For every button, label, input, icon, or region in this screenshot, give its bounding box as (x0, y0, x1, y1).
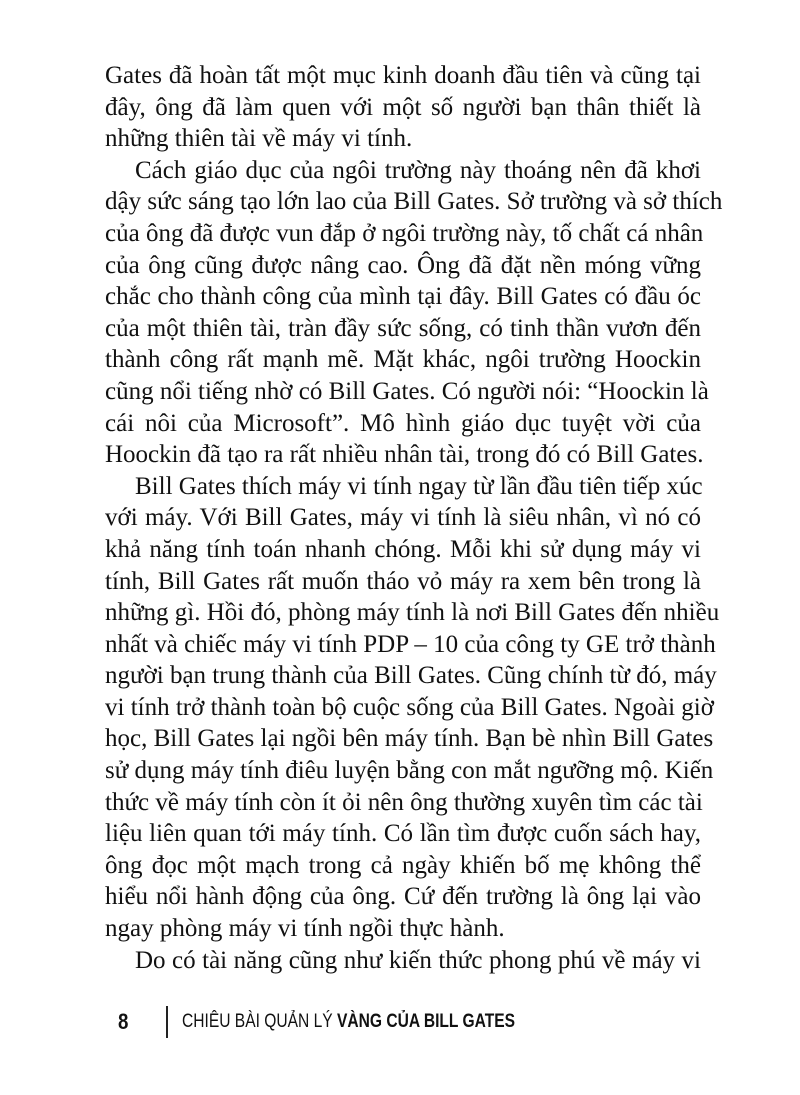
text-line: thức về máy tính còn ít ỏi nên ông thường xuyên tìm các tài (105, 788, 703, 816)
text-line: ngay phòng máy vi tính ngồi thực hành. (105, 915, 505, 943)
text-line: Bill Gates thích máy vi tính ngay từ lần đầu tiên tiếp xúc (135, 472, 703, 500)
text-line: khả năng tính toán nhanh chóng. Mỗi khi sử dụng máy vi (105, 535, 701, 563)
text-line: những thiên tài về máy vi tính. (105, 125, 413, 153)
text-line: dậy sức sáng tạo lớn lao của Bill Gates. Sở trường và sở thích (105, 188, 723, 216)
text-line: Hoockin đã tạo ra rất nhiều nhân tài, trong đó có Bill Gates. (105, 441, 704, 469)
paragraph (105, 60, 701, 155)
paragraph (105, 471, 720, 945)
text-line: Do có tài năng cũng như kiến thức phong phú về máy vi (135, 946, 701, 974)
text-line: cũng nổi tiếng nhờ có Bill Gates. Có người nói: “Hoockin là (105, 377, 709, 405)
text-line: Gates đã hoàn tất một mục kinh doanh đầu tiên và cũng tại (105, 62, 701, 89)
text-line: những gì. Hồi đó, phòng máy tính là nơi Bill Gates đến nhiều (105, 599, 720, 627)
text-line: hiểu nổi hành động của ông. Cứ đến trường là ông lại vào (105, 883, 701, 911)
text-line: của một thiên tài, tràn đầy sức sống, có tinh thần vươn đến (105, 314, 701, 342)
text-line: nhất và chiếc máy vi tính PDP – 10 của công ty GE trở thành (105, 630, 716, 658)
text-line: tính, Bill Gates rất muốn tháo vỏ máy ra xem bên trong là (105, 567, 701, 595)
page-footer (118, 1007, 588, 1037)
paragraph (105, 155, 723, 471)
text-line: với máy. Với Bill Gates, máy vi tính là siêu nhân, vì nó có (105, 504, 701, 532)
text-line: của ông cũng được nâng cao. Ông đã đặt nền móng vững (105, 251, 701, 279)
text-line: ông đọc một mạch trong cả ngày khiến bố mẹ không thể (105, 851, 701, 879)
text-line: người bạn trung thành của Bill Gates. Cũng chính từ đó, máy (105, 662, 717, 690)
text-line: chắc cho thành công của mình tại đây. Bill Gates có đầu óc (105, 283, 701, 311)
text-line: cái nôi của Microsoft”. Mô hình giáo dục tuyệt vời của (105, 409, 701, 437)
page-number: 8 (118, 1009, 129, 1034)
text-line: thành công rất mạnh mẽ. Mặt khác, ngôi trường Hoockin (105, 346, 701, 374)
running-title (182, 1011, 515, 1033)
text-line: đây, ông đã làm quen với một số người bạn thân thiết là (105, 93, 701, 121)
paragraph (105, 945, 701, 977)
running-title-bold: VÀNG CỦA BILL GATES (336, 1011, 516, 1032)
body-text (105, 60, 723, 976)
text-line: liệu liên quan tới máy tính. Có lần tìm được cuốn sách hay, (105, 820, 701, 848)
text-line: sử dụng máy tính điêu luyện bằng con mắt ngưỡng mộ. Kiến (105, 757, 714, 785)
text-line: vi tính trở thành toàn bộ cuộc sống của Bill Gates. Ngoài giờ (105, 693, 714, 721)
running-title-regular: CHIÊU BÀI QUẢN LÝ (182, 1011, 337, 1032)
text-line: học, Bill Gates lại ngồi bên máy tính. Bạn bè nhìn Bill Gates (105, 725, 714, 753)
footer-divider (166, 1006, 168, 1038)
text-line: Cách giáo dục của ngôi trường này thoáng nên đã khơi (135, 156, 701, 184)
text-line: của ông đã được vun đắp ở ngôi trường này, tố chất cá nhân (105, 219, 704, 247)
